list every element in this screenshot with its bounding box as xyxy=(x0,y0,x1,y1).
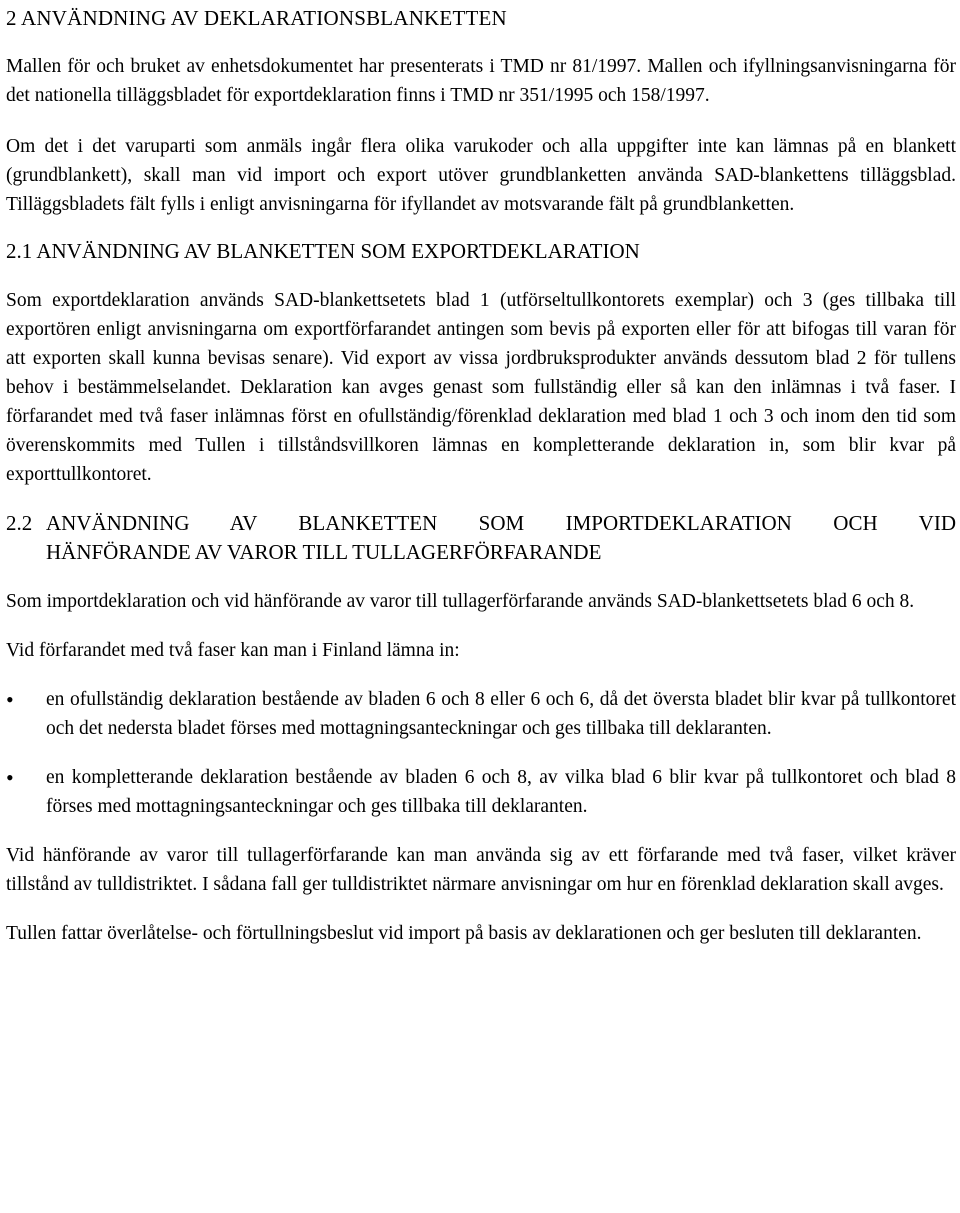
section-2-1-heading: 2.1 ANVÄNDNING AV BLANKETTEN SOM EXPORTDEKLARATION xyxy=(6,239,640,263)
section-number: 2.2 xyxy=(6,511,33,535)
bullet-icon: • xyxy=(6,687,14,712)
section-title xyxy=(46,509,956,567)
tullager-paragraph: Vid hänförande av varor till tullagerförfarande kan man använda sig av ett förfarande med två faser, vilket kräver tillstånd av tulldistriktet. I sådana fall ger tulldistriktet närmare anvisningar om hur en förenklad deklaration skall avges. xyxy=(6,845,956,895)
list-item xyxy=(6,763,956,821)
list-item xyxy=(6,685,956,743)
list-item-text: en ofullständig deklaration bestående av bladen 6 och 8 eller 6 och 6, då det översta bladet blir kvar på tullkontoret och det nedersta bladet förses med mottagningsanteckningar och ges tillbaka till deklaranten. xyxy=(46,689,956,739)
grundblankett-paragraph: Om det i det varuparti som anmäls ingår flera olika varukoder och alla uppgifter inte kan lämnas på en blankett (grundblankett), skall man vid import och export utöver grundblanketten använda SAD-blankettens tilläggsblad. Tilläggsbladets fält fylls i enligt anvisningarna för ifyllandet av motsvarande fält på grundblanketten. xyxy=(6,136,956,215)
export-paragraph: Som exportdeklaration används SAD-blankettsetets blad 1 (utförseltullkontorets exemplar) och 3 (ges tillbaka till exportören enligt anvisningarna om exportförfarandet antingen som bevis på exporten eller för att bifogas till varan för att exporten skall kunna bevisas senare). Vid export av vissa jordbruksprodukter används dessutom blad 2 för tullens behov i bestämmelselandet. Deklaration kan avges genast som fullständig eller så kan den inlämnas i två faser. I förfarandet med två faser inlämnas först en ofullständig/förenklad deklaration med blad 1 och 3 och inom den tid som överenskommits med Tullen i tillståndsvillkoren lämnas en kompletterande deklaration in, som blir kvar på exporttullkontoret. xyxy=(6,290,956,485)
import-paragraph: Som importdeklaration och vid hänförande av varor till tullagerförfarande används SAD-blankettsetets blad 6 och 8. xyxy=(6,591,915,612)
section-title-line-2: HÄNFÖRANDE AV VAROR TILL TULLAGERFÖRFARANDE xyxy=(46,540,602,564)
list-item-text: en kompletterande deklaration bestående av bladen 6 och 8, av vilka blad 6 blir kvar på tullkontoret och blad 8 förses med mottagningsanteckningar och ges tillbaka till deklaranten. xyxy=(46,767,956,817)
bullet-icon: • xyxy=(6,765,14,790)
two-phase-intro: Vid förfarandet med två faser kan man i Finland lämna in: xyxy=(6,640,460,661)
document-page xyxy=(6,0,956,948)
beslut-paragraph: Tullen fattar överlåtelse- och förtullningsbeslut vid import på basis av deklarationen och ger besluten till deklaranten. xyxy=(6,923,922,944)
section-title-line-1: ANVÄNDNING AV BLANKETTEN SOM IMPORTDEKLARATION OCH VID xyxy=(46,511,956,535)
page-heading: 2 ANVÄNDNING AV DEKLARATIONSBLANKETTEN xyxy=(6,6,507,30)
section-2-2-heading xyxy=(6,509,956,567)
intro-paragraph: Mallen för och bruket av enhetsdokumentet har presenterats i TMD nr 81/1997. Mallen och ifyllningsanvisningarna för det nationella tilläggsbladet för exportdeklaration finns i TMD nr 351/1995 och 158/1997. xyxy=(6,56,956,106)
